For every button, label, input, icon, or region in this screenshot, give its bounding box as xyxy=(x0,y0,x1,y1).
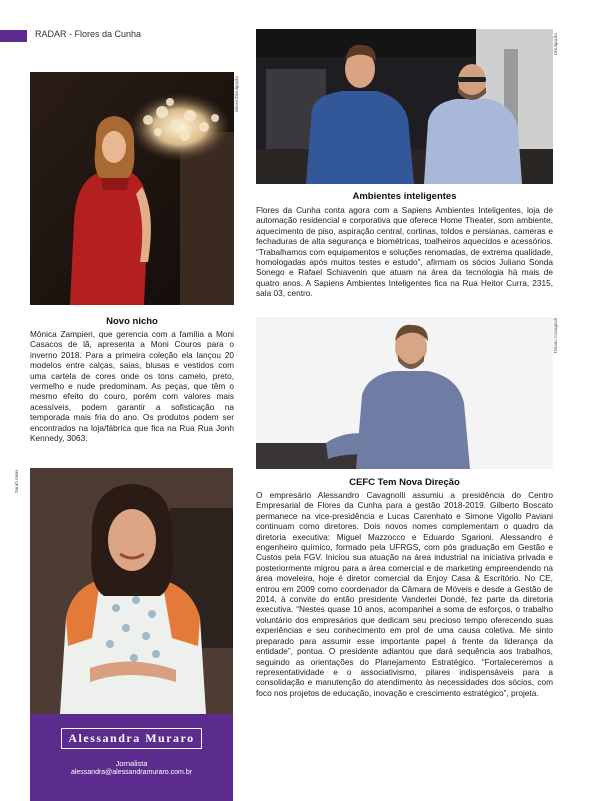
author-portrait-illustration xyxy=(30,468,233,714)
heading-ambientes: Ambientes inteligentes xyxy=(352,191,457,202)
section-tab-marker xyxy=(0,30,27,42)
author-name: Alessandra Muraro xyxy=(61,728,201,749)
body-cefc: O empresário Alessandro Cavagnolli assumiu a presidência do Centro Empresarial de Flores da Cunha para a gestão 2018-2019. Gilberto Boscato permanece na vice-presidência e Lucas Carenhato e Simone Vigollo Paviani continuam como diretores. Dois novos nomes complementam o quadro da diretoria executiva: Miguel Mazzocco e Eduardo Sgarioni. Alessandro é engenheiro químico, formado pela UFRGS, com pós graduação em Gestão e Custos pela FGV. Iniciou sua atuação na área industrial na iniciativa privada e posteriormente migrou para a área comercial e de marketing empreendendo na área moveleira, hoje é diretor comercial da Enjoy Casa & Escritório. No CE, entrou em 2009 como coordenador da Câmara de Móveis e desde a Gestão de 2014, à convite do então presidente Vanderlei Dondé, fez parte da diretoria executiva. “Nestes quase 10 anos, acompanhei a soma de esforços, o trabalho voluntário dos empresários que dedicam seu precioso tempo oferecendo suas experiências e seu conhecimento em prol de uma causa coletiva. Me sinto preparado para assumir esse importante papel à frente da liderança da entidade”, pontua. O presidente adiantou que dará sequência aos trabalhos, seguindo as orientações do Planejamento Estratégico. “Fortaleceremos a representatividade e o associativismo, pilares indispensáveis para a consolidação e manutenção do atendimento às necessidades dos sócios, com foco nos projetos de educação, inovação e crescimento estratégico”, projeta. xyxy=(256,490,553,698)
body-novo-nicho: Mônica Zampieri, que gerencia com a família a Moni Casacos de lã, apresenta a Moni Couros para o inverno 2018. Para a primeira coleção ela lançou 20 modelos entre calças, saias, blusas e vestidos com uma cartela de cores onde os tons camelo, preto, vermelho e nude predominam. As peças, que têm o mesmo efeito do couro, porém com valores mais acessíveis, podem garantir a sofisticação na temporada mais fria do ano. Os produtos podem ser encontrados na loja/fábrica que fica na Rua Rua Jonh Kennedy, 3063. xyxy=(30,329,234,444)
photo-credit-cefc: Tiziano Cavagnoli xyxy=(553,318,558,354)
author-role: Jornalista xyxy=(115,759,148,768)
photo-credit-author: Sarah Amin xyxy=(14,470,19,494)
heading-novo-nicho: Novo nicho xyxy=(106,316,158,327)
heading-cefc: CEFC Tem Nova Direção xyxy=(349,477,460,488)
man-leaning-illustration xyxy=(256,317,553,469)
photo-credit-novo-nicho: Eliseo/Divulgação xyxy=(234,76,239,112)
photo-novo-nicho xyxy=(30,72,234,305)
photo-cefc xyxy=(256,317,553,469)
author-box xyxy=(30,714,233,801)
photo-author xyxy=(30,468,233,714)
body-ambientes: Flores da Cunha conta agora com a Sapiens Ambientes Inteligentes, loja de automação residencial e corporativa que oferece Home Theater, som ambiente, aquecimento de piso, aspiração central, cortinas, toldos e persianas, cameras e fechaduras de alta segurança e biométricas, toalheiros aquecidos e acessórios. “Trabalhamos com equipamentos e soluções renomadas, de extrema qualidade, homologadas após muitos testes e estudo”, afirmam os sócios Juliano Sonda Sonego e Rafael Schiavenin que atuam na área da tecnologia há mais de quatro anos. A Sapiens Ambientes Inteligentes fica na Rua Heitor Curra, 2315, sala 03, centro. xyxy=(256,205,553,299)
two-men-store-illustration xyxy=(256,29,553,184)
woman-red-dress-illustration xyxy=(30,72,234,305)
section-label: RADAR - Flores da Cunha xyxy=(35,29,142,39)
photo-credit-ambientes: Divulgação xyxy=(553,33,558,56)
author-email: alessandra@alessandramuraro.com.br xyxy=(70,769,193,776)
photo-ambientes xyxy=(256,29,553,184)
